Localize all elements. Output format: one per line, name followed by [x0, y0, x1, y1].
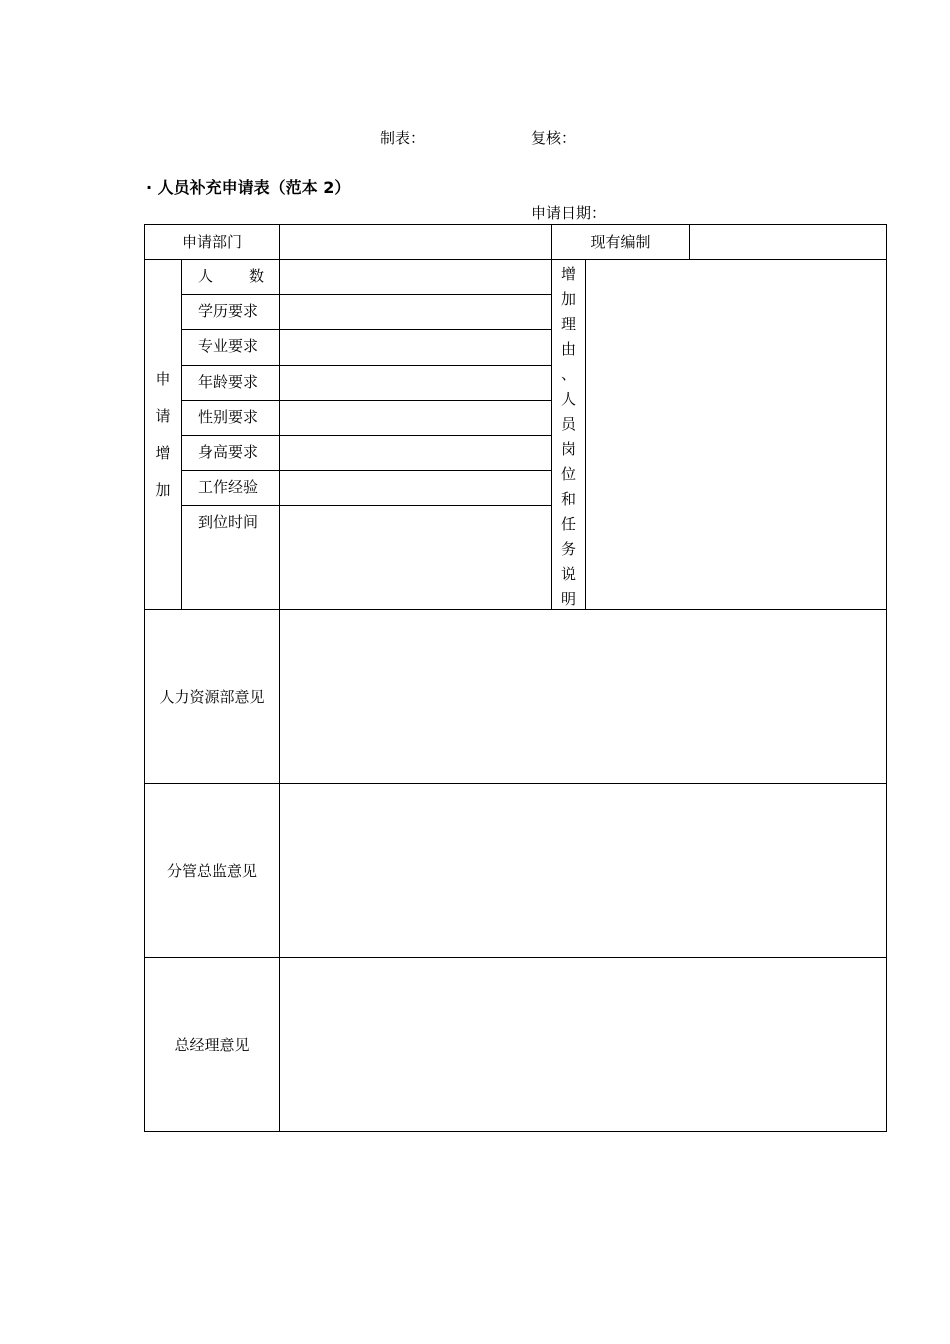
reviewed-by-label: 复核：: [531, 129, 577, 147]
reason-char: 增: [561, 265, 577, 283]
current-staffing-field[interactable]: [690, 225, 887, 260]
made-by-label: 制表：: [380, 129, 426, 147]
department-field[interactable]: [280, 225, 552, 260]
form-title: · 人员补充申请表（范本 2）: [146, 178, 351, 197]
gender-label: 性别要求: [182, 400, 280, 435]
reason-char: 、: [561, 365, 577, 383]
major-field[interactable]: [280, 330, 552, 365]
department-label: 申请部门: [145, 225, 280, 260]
staff-request-form: [144, 224, 887, 1132]
age-label: 年龄要求: [182, 365, 280, 400]
opinion-row: [145, 784, 887, 958]
reason-char: 理: [561, 315, 577, 333]
director-opinion-field[interactable]: [280, 784, 887, 958]
headcount-field[interactable]: [280, 260, 552, 295]
opinion-row: [145, 610, 887, 784]
reason-char: 和: [561, 490, 577, 508]
apply-increase-label: [145, 260, 182, 610]
hr-opinion-field[interactable]: [280, 610, 887, 784]
reason-char: 岗: [561, 440, 577, 458]
start-date-label: 到位时间: [182, 506, 280, 610]
gm-opinion-label: 总经理意见: [145, 958, 280, 1132]
headcount-label: [182, 260, 280, 295]
apply-increase-char: 加: [155, 481, 171, 499]
apply-increase-char: 请: [155, 407, 171, 425]
reason-label: [552, 260, 586, 610]
reason-char: 任: [561, 515, 577, 533]
current-staffing-label: 现有编制: [552, 225, 690, 260]
reason-char: 人: [561, 390, 577, 408]
experience-label: 工作经验: [182, 471, 280, 506]
reason-char: 由: [561, 340, 577, 358]
director-opinion-label: 分管总监意见: [145, 784, 280, 958]
height-label: 身高要求: [182, 435, 280, 470]
major-label: 专业要求: [182, 330, 280, 365]
experience-field[interactable]: [280, 471, 552, 506]
education-label: 学历要求: [182, 295, 280, 330]
apply-date-label: 申请日期：: [531, 204, 607, 222]
height-field[interactable]: [280, 435, 552, 470]
department-row: [145, 225, 887, 260]
reason-char: 明: [561, 590, 577, 608]
age-field[interactable]: [280, 365, 552, 400]
reason-char: 说: [561, 565, 577, 583]
hr-opinion-label: 人力资源部意见: [145, 610, 280, 784]
reason-char: 加: [561, 290, 577, 308]
reason-char: 员: [561, 415, 577, 433]
reason-char: 务: [561, 540, 577, 558]
headcount-label-char: 人: [198, 267, 214, 285]
reason-char: 位: [561, 465, 577, 483]
reason-field[interactable]: [586, 260, 887, 610]
requirement-row: [145, 260, 887, 295]
start-date-field[interactable]: [280, 506, 552, 610]
gender-field[interactable]: [280, 400, 552, 435]
headcount-label-char: 数: [248, 267, 264, 285]
education-field[interactable]: [280, 295, 552, 330]
gm-opinion-field[interactable]: [280, 958, 887, 1132]
apply-increase-char: 申: [155, 370, 171, 388]
opinion-row: [145, 958, 887, 1132]
apply-increase-char: 增: [155, 444, 171, 462]
